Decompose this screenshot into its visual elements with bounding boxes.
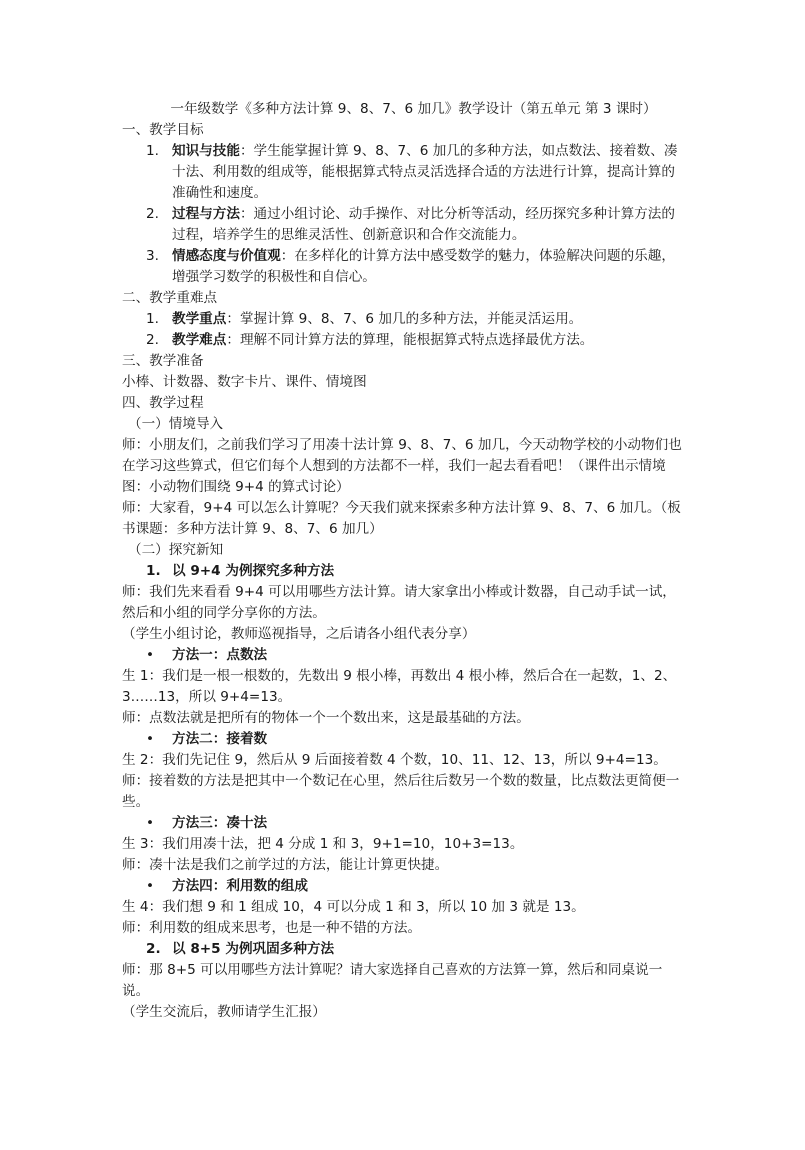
keypoint-label: 教学重点 xyxy=(172,311,227,327)
method-bullet-1 xyxy=(122,645,687,666)
section-heading-preparation: 三、教学准备 xyxy=(122,353,204,369)
goal-item-1 xyxy=(122,141,687,204)
teacher-comment: 师：利用数的组成来思考，也是一种不错的方法。 xyxy=(122,920,422,936)
list-number: 2. xyxy=(146,206,159,222)
bullet-dot: • xyxy=(146,815,155,831)
keypoint-item-2 xyxy=(122,330,687,351)
paragraph: 师：小朋友们，之前我们学习了用凑十法计算 9、8、7、6 加几，今天动物学校的小动物们也在学习这些算式，但它们每个人想到的方法都不一样，我们一起去看看吧！（课件出示情境图：小动物们围绕 9+4 的算式讨论） xyxy=(122,437,682,495)
list-number: 3. xyxy=(146,248,159,264)
goal-text: ：通过小组讨论、动手操作、对比分析等活动，经历探究多种计算方法的过程，培养学生的思维灵活性、创新意识和合作交流能力。 xyxy=(172,206,675,243)
goal-label: 过程与方法 xyxy=(172,206,240,222)
goal-item-3 xyxy=(122,246,687,288)
student-answer: 生 4：我们想 9 和 1 组成 10，4 可以分成 1 和 3，所以 10 加 3 就是 13。 xyxy=(122,899,585,915)
bullet-dot: • xyxy=(146,878,155,894)
section-heading-process: 四、教学过程 xyxy=(122,395,204,411)
method-title: 方法一：点数法 xyxy=(172,647,268,663)
example-title: 以 8+5 为例巩固多种方法 xyxy=(172,941,335,957)
keypoint-item-1 xyxy=(122,309,687,330)
goal-label: 知识与技能 xyxy=(172,143,240,159)
paragraph: 师：我们先来看看 9+4 可以用哪些方法计算。请大家拿出小棒或计数器，自己动手试一试，然后和小组的同学分享你的方法。 xyxy=(122,584,676,621)
document-title: 一年级数学《多种方法计算 9、8、7、6 加几》教学设计（第五单元 第 3 课时） xyxy=(170,101,657,117)
goal-text: ：在多样化的计算方法中感受数学的魅力，体验解决问题的乐趣，增强学习数学的积极性和自信心。 xyxy=(172,248,675,285)
list-number: 1. xyxy=(146,311,159,327)
student-answer: 生 2：我们先记住 9，然后从 9 后面接着数 4 个数，10、11、12、13，所以 9+4=13。 xyxy=(122,752,667,768)
bullet-dot: • xyxy=(146,647,155,663)
keypoint-text: ：掌握计算 9、8、7、6 加几的多种方法，并能灵活运用。 xyxy=(226,311,583,327)
section-heading-keypoints: 二、教学重难点 xyxy=(122,290,218,306)
example-heading-2 xyxy=(122,939,687,960)
teacher-comment: 师：接着数的方法是把其中一个数记在心里，然后往后数另一个数的数量，比点数法更简便一些。 xyxy=(122,773,680,810)
subsection-heading-explore: （二）探究新知 xyxy=(128,542,224,558)
method-title: 方法四：利用数的组成 xyxy=(172,878,308,894)
paragraph: 师：那 8+5 可以用哪些方法计算呢？请大家选择自己喜欢的方法算一算，然后和同桌说一说。 xyxy=(122,962,663,999)
list-number: 1. xyxy=(146,563,161,579)
paragraph: （学生交流后，教师请学生汇报） xyxy=(122,1004,326,1020)
teacher-comment: 师：凑十法是我们之前学过的方法，能让计算更快捷。 xyxy=(122,857,449,873)
student-answer: 生 3：我们用凑十法，把 4 分成 1 和 3，9+1=10，10+3=13。 xyxy=(122,836,524,852)
section-heading-goals: 一、教学目标 xyxy=(122,122,204,138)
method-bullet-2 xyxy=(122,729,687,750)
bullet-dot: • xyxy=(146,731,155,747)
paragraph: 师：大家看，9+4 可以怎么计算呢？今天我们就来探索多种方法计算 9、8、7、6 加几。（板书课题：多种方法计算 9、8、7、6 加几） xyxy=(122,500,681,537)
keypoint-text: ：理解不同计算方法的算理，能根据算式特点选择最优方法。 xyxy=(226,332,594,348)
goal-label: 情感态度与价值观 xyxy=(172,248,281,264)
example-title: 以 9+4 为例探究多种方法 xyxy=(172,563,335,579)
keypoint-label: 教学难点 xyxy=(172,332,227,348)
method-bullet-3 xyxy=(122,813,687,834)
student-answer: 生 1：我们是一根一根数的，先数出 9 根小棒，再数出 4 根小棒，然后合在一起数，1、2、3……13，所以 9+4=13。 xyxy=(122,668,677,705)
method-title: 方法二：接着数 xyxy=(172,731,268,747)
list-number: 1. xyxy=(146,143,159,159)
list-number: 2. xyxy=(146,941,161,957)
list-number: 2. xyxy=(146,332,159,348)
example-heading-1 xyxy=(122,561,687,582)
preparation-text: 小棒、计数器、数字卡片、课件、情境图 xyxy=(122,374,367,390)
paragraph: （学生小组讨论，教师巡视指导，之后请各小组代表分享） xyxy=(122,626,476,642)
subsection-heading-intro: （一）情境导入 xyxy=(128,416,224,432)
method-bullet-4 xyxy=(122,876,687,897)
goal-text: ：学生能掌握计算 9、8、7、6 加几的多种方法，如点数法、接着数、凑十法、利用数的组成等，能根据算式特点灵活选择合适的方法进行计算，提高计算的准确性和速度。 xyxy=(172,143,678,201)
teacher-comment: 师：点数法就是把所有的物体一个一个数出来，这是最基础的方法。 xyxy=(122,710,530,726)
goal-item-2 xyxy=(122,204,687,246)
method-title: 方法三：凑十法 xyxy=(172,815,268,831)
